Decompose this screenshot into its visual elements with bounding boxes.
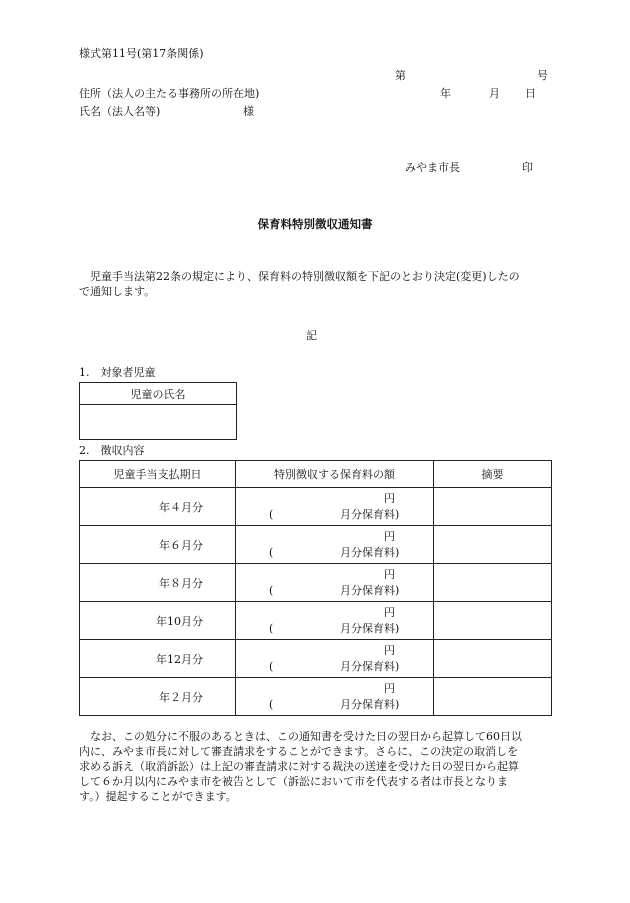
child-name-cell[interactable] — [80, 405, 237, 440]
open-paren: ( — [269, 660, 274, 673]
table-row — [80, 640, 552, 678]
yen-unit: 円 — [384, 606, 395, 619]
yen-unit: 円 — [384, 644, 395, 657]
fee-amount-cell[interactable] — [236, 526, 434, 564]
payment-period: 年４月分 — [80, 488, 236, 526]
header-payment-date: 児童手当支払期日 — [80, 461, 236, 488]
section1-heading: 1. 対象者児童 — [79, 366, 156, 379]
payment-period: 年６月分 — [80, 526, 236, 564]
honorific-sama: 様 — [243, 105, 254, 118]
fee-amount-cell[interactable] — [236, 640, 434, 678]
child-name-header: 児童の氏名 — [80, 383, 237, 405]
seal-mark: 印 — [522, 161, 533, 174]
open-paren: ( — [269, 584, 274, 597]
child-name-table — [79, 382, 237, 440]
yen-unit: 円 — [384, 682, 395, 695]
appeal-notice — [79, 729, 522, 804]
notice-line: 内に、みやま市長に対して審査請求をすることができます。さらに、この決定の取消しを — [79, 745, 519, 758]
remarks-cell[interactable] — [434, 564, 552, 602]
remarks-cell[interactable] — [434, 678, 552, 716]
month-fee-label: 月分保育料) — [340, 660, 400, 673]
payment-period: 年２月分 — [80, 678, 236, 716]
date-month-label: 月 — [489, 87, 500, 100]
intro-line: で通知します。 — [79, 285, 156, 298]
table-row — [80, 678, 552, 716]
remarks-cell[interactable] — [434, 640, 552, 678]
table-row — [80, 564, 552, 602]
table-row — [80, 488, 552, 526]
fee-amount-cell[interactable] — [236, 678, 434, 716]
open-paren: ( — [269, 698, 274, 711]
intro-paragraph — [79, 269, 520, 299]
month-fee-label: 月分保育料) — [340, 584, 400, 597]
notice-line: 求める訴え（取消訴訟）は上記の審査請求に対する裁決の送達を受けた日の翌日から起算 — [79, 760, 519, 773]
remarks-cell[interactable] — [434, 602, 552, 640]
payment-period: 年８月分 — [80, 564, 236, 602]
collection-table — [79, 460, 552, 716]
document-number-suffix: 号 — [537, 69, 548, 82]
fee-amount-cell[interactable] — [236, 564, 434, 602]
notice-line: す。）提起することができます。 — [79, 790, 237, 803]
fee-amount-cell[interactable] — [236, 602, 434, 640]
remarks-cell[interactable] — [434, 526, 552, 564]
payment-period: 年10月分 — [80, 602, 236, 640]
ki-marker: 記 — [306, 329, 317, 342]
collection-table-header-row — [80, 461, 552, 488]
address-label: 住所（法人の主たる事務所の所在地) — [79, 87, 260, 100]
yen-unit: 円 — [384, 530, 395, 543]
open-paren: ( — [269, 622, 274, 635]
date-year-label: 年 — [440, 87, 451, 100]
notice-line: して６か月以内にみやま市を被告として（訴訟において市を代表する者は市長となりま — [79, 775, 508, 788]
section2-heading: 2. 徴収内容 — [79, 444, 145, 457]
open-paren: ( — [269, 546, 274, 559]
document-number-prefix: 第 — [395, 69, 406, 82]
fee-amount-cell[interactable] — [236, 488, 434, 526]
mayor-title: みやま市長 — [405, 161, 460, 174]
header-remarks: 摘要 — [434, 461, 552, 488]
table-row — [80, 602, 552, 640]
name-label: 氏名（法人名等) — [79, 105, 161, 118]
month-fee-label: 月分保育料) — [340, 508, 400, 521]
document-title: 保育料特別徴収通知書 — [257, 217, 373, 231]
remarks-cell[interactable] — [434, 488, 552, 526]
month-fee-label: 月分保育料) — [340, 622, 400, 635]
date-day-label: 日 — [525, 87, 536, 100]
header-fee-amount: 特別徴収する保育料の額 — [236, 461, 434, 488]
intro-line: 児童手当法第22条の規定により、保育料の特別徴収額を下記のとおり決定(変更)したの — [79, 270, 520, 283]
yen-unit: 円 — [384, 568, 395, 581]
form-number: 様式第11号(第17条関係) — [79, 47, 204, 60]
notice-line: なお、この処分に不服のあるときは、この通知書を受けた日の翌日から起算して60日以 — [79, 730, 522, 743]
yen-unit: 円 — [384, 492, 395, 505]
month-fee-label: 月分保育料) — [340, 546, 400, 559]
payment-period: 年12月分 — [80, 640, 236, 678]
month-fee-label: 月分保育料) — [340, 698, 400, 711]
open-paren: ( — [269, 508, 274, 521]
table-row — [80, 526, 552, 564]
